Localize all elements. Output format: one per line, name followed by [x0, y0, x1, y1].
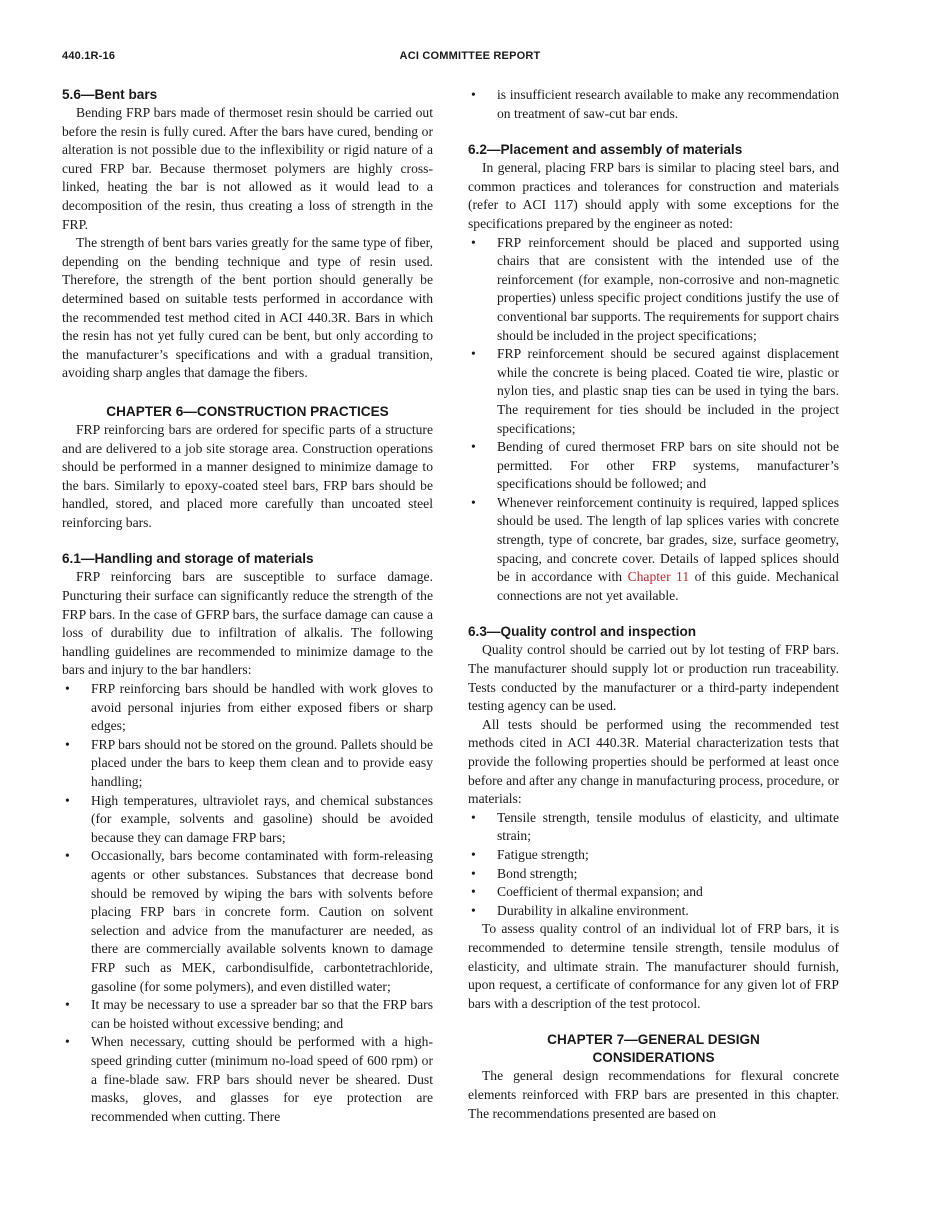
section-6-1-paragraph: FRP reinforcing bars are susceptible to surface damage. Puncturing their surface can significantly reduce the strength of the FRP bars. In the case of GFRP bars, the surface damage can cause a loss of durability due to infiltration of alkalis. The following handling guidelines are recommended to minimize damage to the bars and injury to the bar handlers: — [62, 569, 433, 678]
page-header — [62, 50, 878, 68]
section-5-6-heading: 5.6—Bent bars — [62, 87, 158, 102]
list-item: • FRP reinforcement should be placed and supported using chairs that are consistent with the intended use of the reinforcement (for example, non-corrosive and non-magnetic properties) unless specific project conditions justify the use of conventional bar supports. The requirements for support chairs should be included in the project specifications; — [468, 234, 839, 346]
chapter-7-intro-paragraph: The general design recommendations for flexural concrete elements reinforced with FRP bars are presented in this chapter. The recommendations presented are based on — [468, 1068, 839, 1121]
list-item: • Bond strength; — [468, 865, 839, 884]
list-item: • Coefficient of thermal expansion; and — [468, 883, 839, 902]
continued-list — [468, 86, 839, 123]
list-item: • Tensile strength, tensile modulus of elasticity, and ultimate strain; — [468, 809, 839, 846]
material-properties-list — [468, 809, 839, 921]
section-6-3-heading: 6.3—Quality control and inspection — [468, 624, 697, 640]
list-item: • Bending of cured thermoset FRP bars on site should not be permitted. For other FRP systems, manufacturer’s specifications should be followed; and — [468, 438, 839, 494]
left-column — [62, 86, 433, 1126]
list-item: • High temperatures, ultraviolet rays, and chemical substances (for example, solvents and gasoline) should be avoided because they can damage FRP bars; — [62, 792, 433, 848]
right-column — [468, 86, 839, 1123]
running-title: ACI COMMITTEE REPORT — [399, 50, 541, 62]
placement-requirements-list — [468, 234, 839, 606]
list-item: • When necessary, cutting should be performed with a high-speed grinding cutter (minimum no-load speed of 600 rpm) or a fine-blade saw. FRP bars should never be sheared. Dust masks, gloves, and glasses for eye protection are recommended when cutting. There — [62, 1033, 433, 1126]
chapter-6-intro-paragraph: FRP reinforcing bars are ordered for specific parts of a structure and are delivered to a job site storage area. Construction operations should be performed in a manner designed to minimize damage to the bars. Similarly to epoxy-coated steel bars, FRP bars should be handled, stored, and placed more carefully than uncoated steel reinforcing bars. — [62, 421, 433, 530]
chapter-7-heading-line-1: CHAPTER 7—GENERAL DESIGN — [547, 1032, 760, 1048]
section-6-3-paragraph-3: To assess quality control of an individual lot of FRP bars, it is recommended to determine tensile strength, tensile modulus of elasticity, and ultimate strain. The manufacturer should furnish, upon request, a certificate of conformance for any given lot of FRP bars with a description of the test protocol. — [468, 921, 839, 1011]
chapter-7-heading-line-2: CONSIDERATIONS — [592, 1050, 715, 1066]
list-item: • FRP reinforcement should be secured against displacement while the concrete is being placed. Coated tie wire, plastic or nylon ties, and plastic snap ties can be used in tying the bars. The requirement for ties should be included in the project specifications; — [468, 345, 839, 438]
chapter-11-link[interactable]: Chapter 11 — [627, 569, 690, 585]
section-6-2-paragraph: In general, placing FRP bars is similar to placing steel bars, and common practices and tolerances for construction and materials (refer to ACI 117) should apply with some exceptions for the specifications prepared by the engineer as noted: — [468, 160, 839, 231]
splice-text-before: Whenever reinforcement continuity is required, lapped splices should be used. The length of lap splices varies with concrete strength, type of concrete, bar grades, size, surface geometry, spacing, and concrete cover. Details of lapped splices should be in accordance with — [497, 494, 839, 585]
continued-list-item — [468, 86, 839, 123]
chapter-7-heading — [468, 1031, 839, 1067]
section-6-1-heading: 6.1—Handling and storage of materials — [62, 551, 314, 567]
section-6-3-paragraph-1: Quality control should be carried out by lot testing of FRP bars. The manufacturer should supply lot or production run traceability. Tests conducted by the manufacturer or a third-party independent testing agency can be used. — [468, 642, 839, 714]
list-item: • It may be necessary to use a spreader bar so that the FRP bars can be hoisted without excessive bending; and — [62, 996, 433, 1033]
section-6-2-heading: 6.2—Placement and assembly of materials — [468, 142, 743, 158]
continued-text: is insufficient research available to make any recommendation on treatment of saw-cut bar ends. — [497, 87, 839, 121]
chapter-6-heading: CHAPTER 6—CONSTRUCTION PRACTICES — [106, 403, 389, 419]
list-item — [468, 494, 839, 606]
list-item: • FRP bars should not be stored on the ground. Pallets should be placed under the bars to keep them clean and to provide easy handling; — [62, 736, 433, 792]
list-item: • FRP reinforcing bars should be handled with work gloves to avoid personal injuries from either exposed fibers or sharp edges; — [62, 680, 433, 736]
splice-text-after: of this guide. Mechanical connections are not yet available. — [497, 569, 839, 603]
section-6-3-paragraph-2: All tests should be performed using the recommended test methods cited in ACI 440.3R. Material characterization tests that provide the following properties should be performed at least once before and after any change in manufacturing process, procedure, or materials: — [468, 716, 840, 807]
handling-guidelines-list — [62, 680, 433, 1126]
page-number: 440.1R-16 — [62, 50, 116, 62]
list-item: • Durability in alkaline environment. — [468, 902, 839, 921]
list-item: • Fatigue strength; — [468, 846, 839, 865]
list-item: • Occasionally, bars become contaminated with form-releasing agents or other substances. Substances that decrease bond should be removed by wiping the bars with solvents before placing FRP bars in concrete form. Caution on solvent selection and advice from the manufacturer are needed, as there are commercially available solvents known to damage FRP such as MEK, carbondisulfide, carbontetrachloride, gasoline (for some polymers), and even distilled water; — [62, 847, 433, 996]
section-5-6-paragraph-2: The strength of bent bars varies greatly for the same type of fiber, depending on the bending technique and type of resin used. Therefore, the strength of the bent portion should generally be determined based on suitable tests performed in accordance with the recommended test method cited in ACI 440.3R. Bars in which the resin has not yet fully cured can be bent, but only according to the manufacturer’s specifications and with a gradual transition, avoiding sharp angles that damage the fibers. — [62, 235, 433, 381]
section-5-6-paragraph-1: Bending FRP bars made of thermoset resin should be carried out before the resin is fully cured. After the bars have cured, bending or alteration is not possible due to the inflexibility or rigid nature of a cured FRP bar. Because thermoset polymers are highly cross-linked, heating the bar is not allowed as it would lead to a decomposition of the resin, thus creating a loss of strength in the FRP. — [62, 105, 433, 232]
